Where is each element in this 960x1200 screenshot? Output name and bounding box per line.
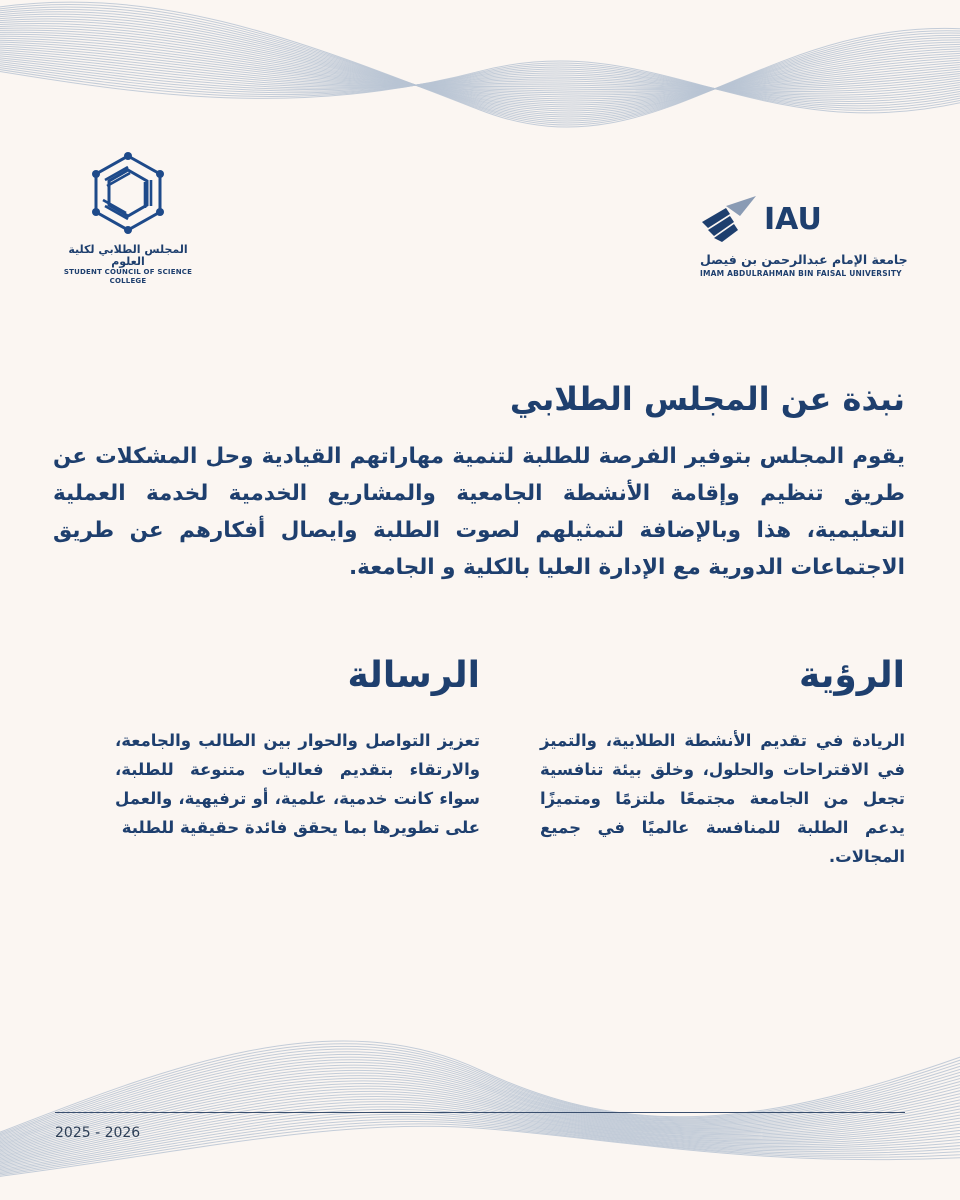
wave-line — [0, 1091, 960, 1162]
wave-line — [0, 38, 960, 95]
student-council-logo — [58, 150, 198, 285]
academic-year: 2025 - 2026 — [55, 1125, 141, 1141]
wave-line — [0, 5, 960, 125]
wave-line — [0, 1117, 960, 1174]
wave-line — [0, 23, 960, 109]
wave-line — [0, 1097, 960, 1165]
wave-line — [0, 30, 960, 103]
council-name-arabic: المجلس الطلابي لكلية العلوم — [68, 243, 188, 269]
wave-line — [0, 1057, 960, 1147]
wave-line — [0, 42, 960, 92]
wave-line — [0, 61, 960, 113]
wave-line — [0, 1065, 960, 1151]
wave-line — [0, 26, 960, 107]
wave-line — [0, 1041, 960, 1140]
wave-line — [0, 1112, 960, 1172]
wave-line — [0, 65, 960, 109]
wave-line — [0, 63, 960, 106]
wave-line — [0, 1073, 960, 1154]
wave-line — [0, 1124, 960, 1178]
council-emblem-icon — [85, 150, 171, 236]
wave-line — [0, 36, 960, 97]
wave-line — [0, 7, 960, 123]
about-title: نبذة عن المجلس الطلابي — [509, 380, 905, 418]
wave-line — [0, 1119, 960, 1175]
wave-line — [0, 14, 960, 117]
wave-line — [0, 1078, 960, 1156]
bottom-wave-decoration — [0, 1010, 960, 1200]
wave-line — [0, 52, 960, 93]
wave-line — [0, 1104, 960, 1168]
wave-line — [0, 1126, 960, 1179]
iau-emblem-icon — [700, 194, 760, 244]
vision-paragraph: الريادة في تقديم الأنشطة الطلابية، والتميز في الاقتراحات والحلول، وخلق بيئة تنافسية تجعل من الجامعة مجتمعًا ملتزمًا ومتميزًا يدعم الطلبة للمنافسة عالميًا في جميع المجالات. — [540, 731, 905, 866]
wave-line — [0, 12, 960, 119]
university-name-english: IMAM ABDULRAHMAN BIN FAISAL UNIVERSITY — [700, 269, 902, 278]
wave-line — [0, 1089, 960, 1161]
mission-paragraph: تعزيز التواصل والحوار بين الطالب والجامعة، والارتقاء بتقديم فعاليات متنوعة للطلبة، سواء كانت خدمية، علمية، أو ترفيهية، والعمل على تطويرها بما يحقق فائدة حقيقية للطلبة — [115, 731, 480, 837]
wave-line — [0, 9, 960, 121]
wave-line — [0, 63, 960, 111]
wave-line — [0, 1121, 960, 1176]
wave-line — [0, 1049, 960, 1143]
wave-line — [0, 51, 960, 92]
wave-line — [0, 21, 960, 111]
wave-line — [0, 16, 960, 115]
wave-line — [0, 47, 960, 89]
wave-line — [0, 1099, 960, 1166]
wave-line — [0, 1044, 960, 1141]
wave-line — [0, 54, 960, 95]
wave-line — [0, 19, 960, 113]
wave-line — [0, 1062, 960, 1149]
mission-title: الرسالة — [347, 655, 480, 696]
wave-line — [0, 1081, 960, 1158]
wave-line — [0, 1046, 960, 1142]
wave-line — [0, 1068, 960, 1152]
wave-line — [0, 56, 960, 97]
wave-line — [0, 1054, 960, 1145]
vision-title: الرؤية — [799, 655, 905, 696]
wave-line — [0, 49, 960, 90]
wave-line — [0, 1076, 960, 1156]
about-paragraph: يقوم المجلس بتوفير الفرصة للطلبة لتنمية مهاراتهم القيادية وحل المشكلات عن طريق تنظيم وإقامة الأنشطة الجامعية والمشاريع الخدمية لخدمة العملية التعليمية، هذا وبالإضافة لتمثيلهم لصوت الطلبة وايصال أفكارهم عن طريق الاجتماعات الدورية مع الإدارة العليا بالكلية و الجامعة. — [53, 444, 905, 580]
wave-line — [0, 1052, 960, 1145]
wave-line — [0, 45, 960, 88]
university-name-arabic: جامعة الإمام عبدالرحمن بن فيصل — [700, 252, 908, 267]
wave-line — [0, 2, 960, 127]
wave-line — [0, 59, 960, 101]
council-name-english: STUDENT COUNCIL OF SCIENCE COLLEGE — [63, 268, 193, 285]
wave-line — [0, 1107, 960, 1170]
wave-line — [0, 28, 960, 105]
wave-line — [0, 34, 960, 99]
wave-line — [0, 32, 960, 101]
wave-line — [0, 40, 960, 93]
wave-line — [0, 1084, 960, 1159]
wave-line — [0, 44, 960, 90]
university-logo — [700, 188, 915, 278]
university-acronym: IAU — [764, 201, 822, 237]
wave-line — [0, 1109, 960, 1170]
footer-divider — [55, 1112, 905, 1113]
wave-line — [0, 61, 960, 104]
wave-line — [0, 1060, 960, 1148]
wave-line — [0, 1094, 960, 1164]
wave-line — [0, 1114, 960, 1173]
wave-line — [0, 1086, 960, 1160]
wave-line — [0, 58, 960, 100]
